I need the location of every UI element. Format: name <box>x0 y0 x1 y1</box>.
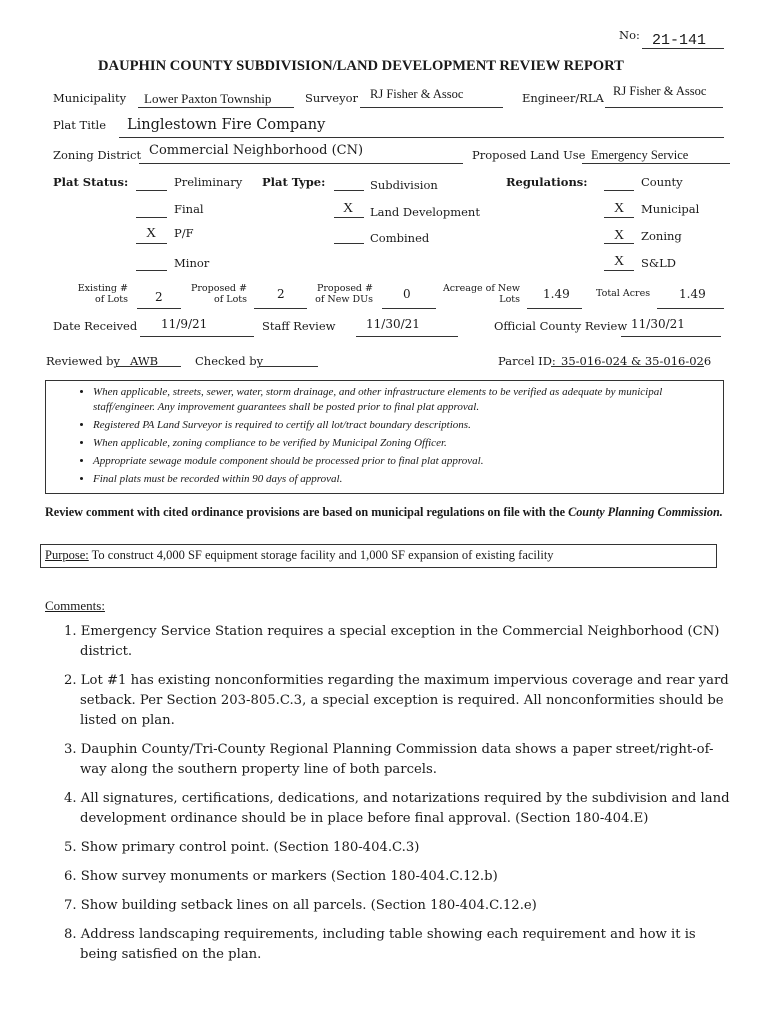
checkbox-line[interactable] <box>334 190 364 191</box>
proposed-lots-value: 2 <box>277 287 285 301</box>
municipality-label: Municipality <box>53 91 127 105</box>
acreage-label: Acreage of New Lots <box>442 283 520 305</box>
purpose-box <box>40 544 717 568</box>
checkbox-line[interactable] <box>136 190 167 191</box>
county-review-label: Official County Review <box>494 319 628 333</box>
regulations-label: Regulations: <box>506 175 588 189</box>
proposed-dus-value: 0 <box>403 287 411 301</box>
comment-item: 1. Emergency Service Station requires a special exception in the Commercial Neighborhood (CN) district. <box>64 624 720 659</box>
engineer-value: RJ Fisher & Assoc <box>613 84 707 98</box>
proposed-lots-label: Proposed # of Lots <box>190 283 247 305</box>
plat-type-land-development: Land Development <box>370 205 480 219</box>
plat-status-pf: P/F <box>174 226 194 240</box>
staff-review-value: 11/30/21 <box>366 317 420 331</box>
note-item: • When applicable, zoning compliance to be verified by Municipal Zoning Officer. <box>93 433 723 451</box>
comment-item: 5. Show primary control point. (Section 180-404.C.3) <box>64 840 420 855</box>
purpose-label: Purpose: <box>45 548 89 562</box>
parcel-id-label: Parcel ID: <box>498 354 556 368</box>
existing-lots-label: Existing # of Lots <box>77 283 128 305</box>
surveyor-value: RJ Fisher & Assoc <box>370 87 464 101</box>
comments-list <box>57 622 733 974</box>
comment-item: 6. Show survey monuments or markers (Section 180-404.C.12.b) <box>64 869 498 884</box>
proposed-land-use-value: Emergency Service <box>591 148 689 162</box>
plat-title-value: Linglestown Fire Company <box>127 117 326 133</box>
checkbox-line[interactable] <box>136 243 167 244</box>
regulations-municipal: Municipal <box>641 202 700 216</box>
regulations-zoning: Zoning <box>641 229 682 243</box>
review-comment: Review comment with cited ordinance provisions are based on municipal regulations on file with the County Planning Commission. <box>45 505 723 519</box>
report-number-value: 21-141 <box>652 32 707 49</box>
engineer-label: Engineer/RLA <box>522 91 604 105</box>
plat-status-pf-mark[interactable]: X <box>146 226 157 241</box>
comment-item: 8. Address landscaping requirements, including table showing each requirement and how it is being satisfied on the plan. <box>64 927 696 962</box>
comments-heading: Comments: <box>45 598 105 613</box>
reviewed-by-value: AWB <box>130 354 159 368</box>
comment-item: 2. Lot #1 has existing nonconformities regarding the maximum impervious coverage and rear yard setback. Per Section 203-805.C.3, a special exception is required. All nonconformities should be listed on plan. <box>64 673 729 728</box>
checkbox-line[interactable] <box>334 217 364 218</box>
staff-review-label: Staff Review <box>262 319 336 333</box>
total-acres-label: Total Acres <box>596 288 651 299</box>
page-title: DAUPHIN COUNTY SUBDIVISION/LAND DEVELOPMENT REVIEW REPORT <box>98 58 624 74</box>
comment-item: 3. Dauphin County/Tri-County Regional Planning Commission data shows a paper street/right-of-way along the southern property line of both parcels. <box>64 742 714 777</box>
plat-status-final: Final <box>174 202 204 216</box>
total-acres-value: 1.49 <box>679 287 706 301</box>
checkbox-line[interactable] <box>604 217 634 218</box>
regulations-zoning-mark[interactable]: X <box>614 228 625 243</box>
plat-status-preliminary: Preliminary <box>174 175 243 189</box>
regulations-municipal-mark[interactable]: X <box>614 201 625 216</box>
plat-status-label: Plat Status: <box>53 175 129 189</box>
proposed-dus-label: Proposed # of New DUs <box>315 283 373 305</box>
plat-type-subdivision: Subdivision <box>370 178 438 192</box>
checkbox-line[interactable] <box>604 190 634 191</box>
plat-type-label: Plat Type: <box>262 175 326 189</box>
notes-box <box>45 380 724 494</box>
plat-title-label: Plat Title <box>53 118 107 132</box>
surveyor-label: Surveyor <box>305 91 359 105</box>
note-item: • When applicable, streets, sewer, water, storm drainage, and other infrastructure elements to be verified as adequate by municipal staff/engineer. Any improvement guarantees shall be posted prior to final plat approval. <box>93 383 723 415</box>
checkbox-line[interactable] <box>604 270 634 271</box>
date-received-value: 11/9/21 <box>161 317 208 331</box>
zoning-district-value: Commercial Neighborhood (CN) <box>149 143 364 158</box>
regulations-county: County <box>641 175 683 189</box>
county-review-value: 11/30/21 <box>631 317 685 331</box>
report-number-label: No: <box>619 28 640 42</box>
note-item: • Final plats must be recorded within 90 days of approval. <box>93 469 723 487</box>
date-received-label: Date Received <box>53 319 138 333</box>
parcel-id-value: 35-016-024 & 35-016-026 <box>561 354 712 368</box>
comment-item: 4. All signatures, certifications, dedications, and notarizations required by the subdivision and land development ordinance should be in place before final approval. (Section 180-404.E) <box>64 791 730 826</box>
plat-status-minor: Minor <box>174 256 210 270</box>
zoning-district-label: Zoning District <box>53 148 142 162</box>
municipality-value: Lower Paxton Township <box>144 91 272 106</box>
note-item: • Appropriate sewage module component should be processed prior to final plat approval. <box>93 451 723 469</box>
regulations-sld: S&LD <box>641 256 676 270</box>
acreage-value: 1.49 <box>543 287 570 301</box>
note-item: • Registered PA Land Surveyor is required to certify all lot/tract boundary descriptions. <box>93 415 723 433</box>
checkbox-line[interactable] <box>136 217 167 218</box>
purpose-text: To construct 4,000 SF equipment storage facility and 1,000 SF expansion of existing facility <box>88 548 554 562</box>
reviewed-by-label: Reviewed by <box>46 354 120 368</box>
checkbox-line[interactable] <box>136 270 167 271</box>
plat-type-land-development-mark[interactable]: X <box>343 201 354 216</box>
checkbox-line[interactable] <box>334 243 364 244</box>
checked-by-label: Checked by <box>195 354 264 368</box>
comment-item: 7. Show building setback lines on all parcels. (Section 180-404.C.12.e) <box>64 898 537 913</box>
proposed-land-use-label: Proposed Land Use <box>472 148 586 162</box>
regulations-sld-mark[interactable]: X <box>614 254 625 269</box>
existing-lots-value: 2 <box>155 290 163 304</box>
plat-type-combined: Combined <box>370 231 430 245</box>
